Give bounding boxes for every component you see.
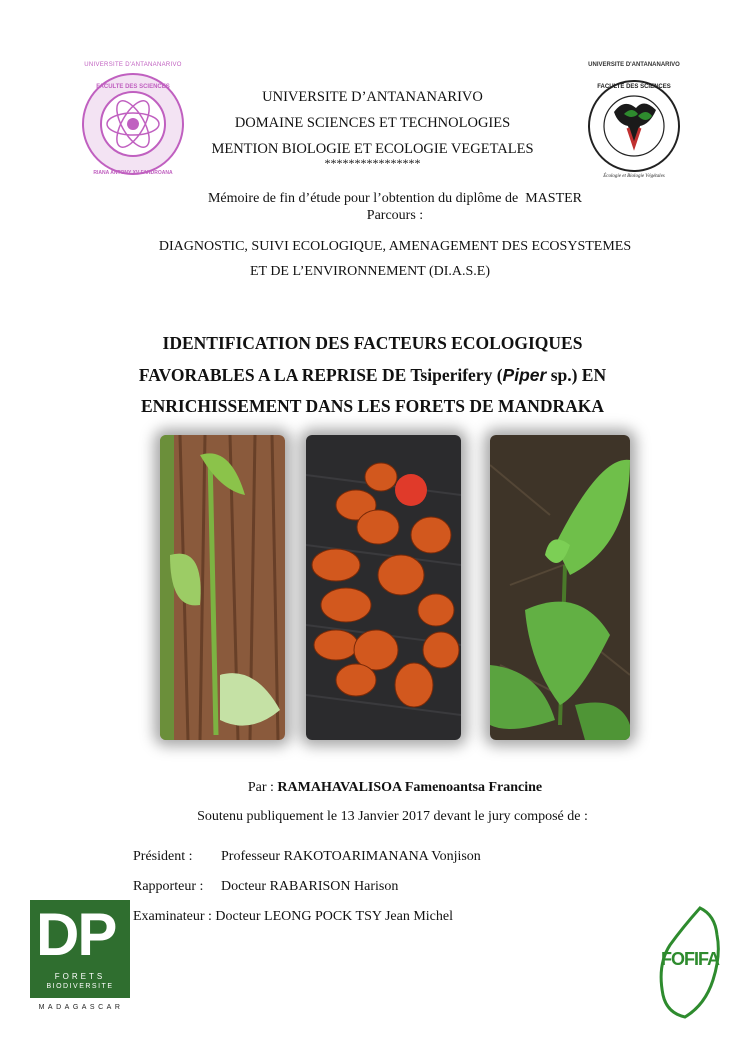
jury-row-rapporteur: [133, 879, 398, 895]
dp-line-2: BIODIVERSITE: [46, 983, 114, 990]
logo-right-ring-text: FACULTE DES SCIENCES: [597, 84, 671, 90]
thesis-title-line-2: [60, 365, 685, 386]
jury-role: Président :: [133, 849, 193, 864]
university-name: UNIVERSITE D’ANTANANARIVO: [262, 89, 483, 105]
dp-forets-biodiversite-logo: [30, 900, 132, 1018]
faculty-logo-right: [584, 62, 684, 192]
program-line-2: ET DE L’ENVIRONNEMENT (DI.A.S.E): [249, 264, 491, 279]
faculty-logo-left: [78, 62, 188, 187]
jury-person: Professeur RAKOTOARIMANANA Vonjison: [221, 849, 481, 864]
mention-name: MENTION BIOLOGIE ET ECOLOGIE VEGETALES: [211, 141, 534, 157]
dp-line-1: FORETS: [54, 972, 106, 981]
header-stars: ****************: [324, 156, 421, 170]
logo-right-bottom-ring-text: Écologie et Biologie Végétales: [603, 174, 665, 179]
memoire-line: Mémoire de fin d’étude pour l’obtention du diplôme de MASTER: [207, 191, 583, 206]
photo-piper-seedling: [490, 435, 630, 740]
logo-right-top-text: UNIVERSITE D'ANTANANARIVO: [588, 62, 680, 68]
jury-person: Docteur RABARISON Harison: [221, 879, 399, 894]
parcours-label: Parcours :: [366, 208, 424, 223]
title-line-2-start: FAVORABLES A LA REPRISE DE Tsiperifery (: [138, 365, 503, 385]
jury-role: Rapporteur :: [133, 879, 204, 894]
dp-line-3: MADAGASCAR: [38, 1004, 124, 1011]
logo-left-top-text: UNIVERSITE D'ANTANANARIVO: [84, 62, 182, 68]
jury-row-president: [133, 849, 481, 865]
thesis-title-line-1: IDENTIFICATION DES FACTEURS ECOLOGIQUES: [162, 333, 583, 353]
photo-piper-fruits: [306, 435, 461, 740]
vine-trunk-image-icon: [160, 435, 285, 740]
logo-left-ring-text: FACULTE DES SCIENCES: [96, 84, 170, 90]
title-line-2-end: sp.) EN: [546, 365, 607, 385]
piper-fruits-image-icon: [306, 435, 461, 740]
logo-left-bottom-ring-text: RIANA ANTONY XV FANDROANA: [93, 170, 173, 176]
dp-letters: DP: [36, 901, 116, 968]
photo-vine-on-trunk: [160, 435, 285, 740]
fofifa-text: FOFIFA: [661, 949, 719, 969]
jury-role: Examinateur :: [133, 909, 212, 924]
author-line: [150, 780, 640, 796]
author-prefix: Par :: [247, 780, 278, 795]
fofifa-logo: [655, 905, 725, 1020]
thesis-title-line-3: ENRICHISSEMENT DANS LES FORETS DE MANDRAKA: [140, 396, 605, 416]
title-italic-genus: Piper: [502, 365, 547, 385]
jury-row-examinateur: [133, 909, 453, 925]
domain-name: DOMAINE SCIENCES ET TECHNOLOGIES: [234, 115, 511, 131]
jury-person: Docteur LEONG POCK TSY Jean Michel: [215, 909, 453, 924]
author-name: RAMAHAVALISOA Famenoantsa Francine: [277, 780, 543, 795]
seedling-image-icon: [490, 435, 630, 740]
defense-statement: Soutenu publiquement le 13 Janvier 2017 devant le jury composé de :: [197, 809, 588, 824]
program-line-1: DIAGNOSTIC, SUIVI ECOLOGIQUE, AMENAGEMENT DES ECOSYSTEMES: [158, 239, 632, 254]
